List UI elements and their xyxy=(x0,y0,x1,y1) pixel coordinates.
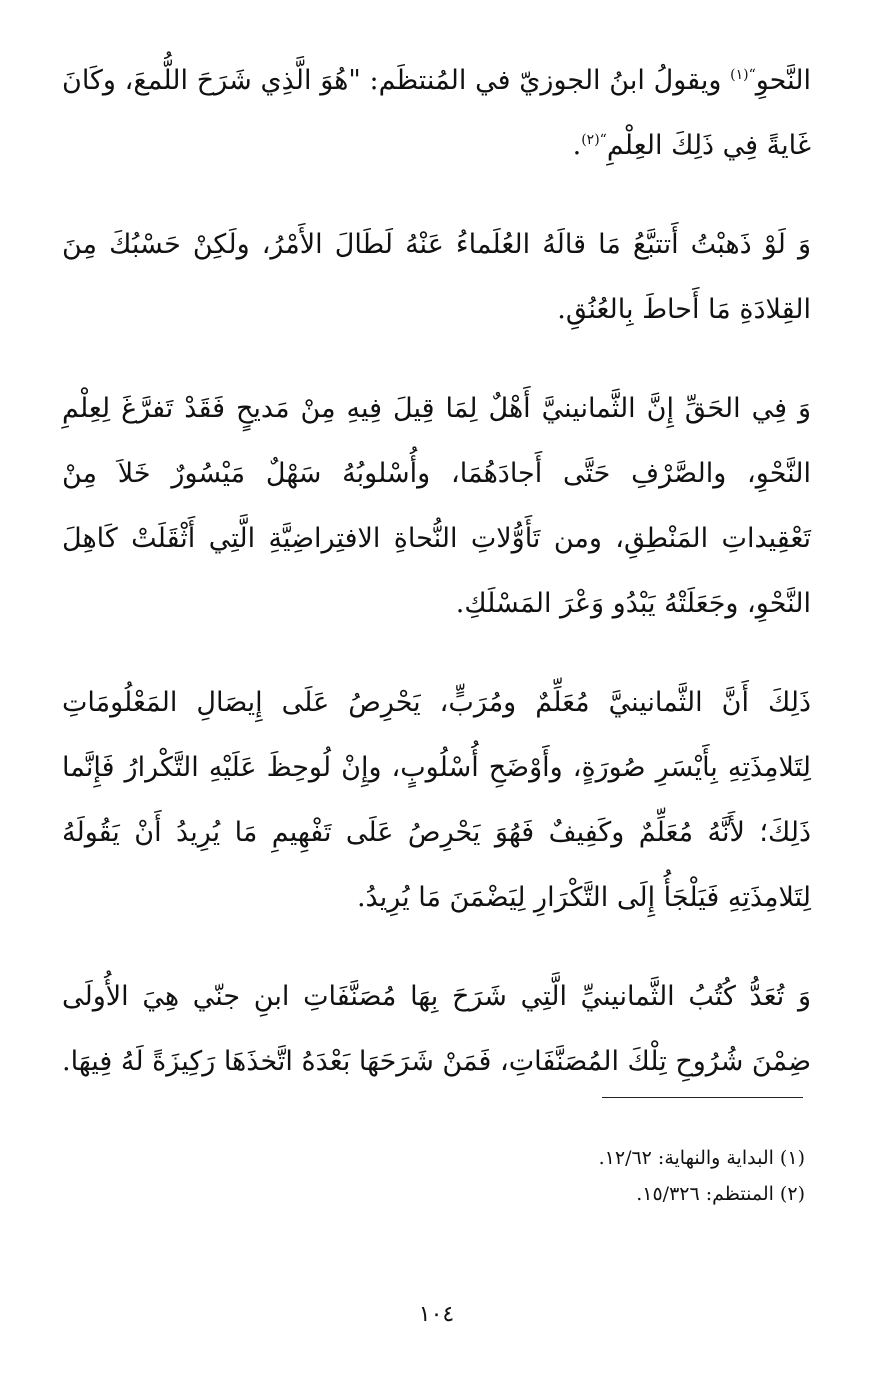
footnote-1: (١) البداية والنهاية: ١٢/٦٢. xyxy=(598,1147,805,1169)
paragraph-2: وَ لَوْ ذَهبْتُ أَتتبَّعُ مَا قالَهُ العُلَماءُ عَنْهُ لَطَالَ الأَمْرُ، ولَكِنْ حَسْبُكَ مِنَ القِلادَةِ مَا أَحاطَ بِالعُنُقِ. xyxy=(62,229,811,325)
paragraph-4: ذَلِكَ أَنَّ الثَّمانينيَّ مُعَلِّمٌ ومُرَبٍّ، يَحْرِصُ عَلَى إِيصَالِ المَعْلُومَاتِ لِتَلامِذَتِهِ بِأَيْسَرِ صُورَةٍ، وأَوْضَحِ أُسْلُوبٍ، وإِنْ لُوحِظَ عَلَيْهِ التَّكْرارُ فَإِنَّما ذَلِكَ؛ لأَنَّهُ مُعَلِّمٌ وكَفِيفٌ فَهُوَ يَحْرِصُ عَلَى تَفْهِيمِ مَا يُرِيدُ أَنْ يَقُولَهُ لِتَلامِذَتِهِ فَيَلْجَأُ إِلَى التَّكْرَارِ لِيَضْمَنَ مَا يُرِيدُ. xyxy=(62,687,811,913)
footnote-separator xyxy=(602,1097,803,1098)
paragraph-3: وَ فِي الحَقِّ إِنَّ الثَّمانينيَّ أَهْلٌ لِمَا قِيلَ فِيهِ مِنْ مَديحٍ فَقَدْ تَفرَّغَ لِعِلْمِ النَّحْوِ، والصَّرْفِ حَتَّى أَجادَهُمَا، وأُسْلوبُهُ سَهْلٌ مَيْسُورٌ خَلاَ مِنْ تَعْقِيداتِ المَنْطِقِ، ومن تَأَوُّلاتِ النُّحاةِ الافتِراضِيَّةِ الَّتِي أَثْقَلَتْ كَاهِلَ النَّحْوِ، وجَعَلَتْهُ يَبْدُو وَعْرَ المَسْلَكِ. xyxy=(62,393,811,619)
paragraph-1 xyxy=(62,48,811,178)
footnote-ref-2: “(٢) xyxy=(581,132,607,148)
footnotes xyxy=(599,1140,805,1212)
footnote-ref-1: “(١) xyxy=(730,67,756,83)
paragraph-5: وَ تُعَدُّ كُتُبُ الثَّمانينيِّ الَّتِي شَرَحَ بِهَا مُصَنَّفَاتِ ابنِ جنّي هِيَ الأُولَى ضِمْنَ شُرُوحِ تِلْكَ المُصَنَّفَاتِ، فَمَنْ شَرَحَهَا بَعْدَهُ اتَّخذَهَا رَكِيزَةً لَهُ فِيهَا. xyxy=(61,981,811,1077)
main-text xyxy=(62,48,811,1128)
footnote-2: (٢) المنتظم: ١٥/٣٢٦. xyxy=(636,1183,805,1205)
page-number: ١٠٤ xyxy=(418,1302,455,1327)
paragraph-1-end: . xyxy=(572,130,582,161)
paragraph-1-start: النَّحوِ xyxy=(755,65,811,96)
paragraph-1-middle: ويقولُ ابنُ الجوزيّ في المُنتظَم: "هُوَ الَّذِي شَرَحَ اللُّمعَ، وكَانَ غَايةً فِي ذَلِكَ العِلْمِ xyxy=(62,65,811,161)
